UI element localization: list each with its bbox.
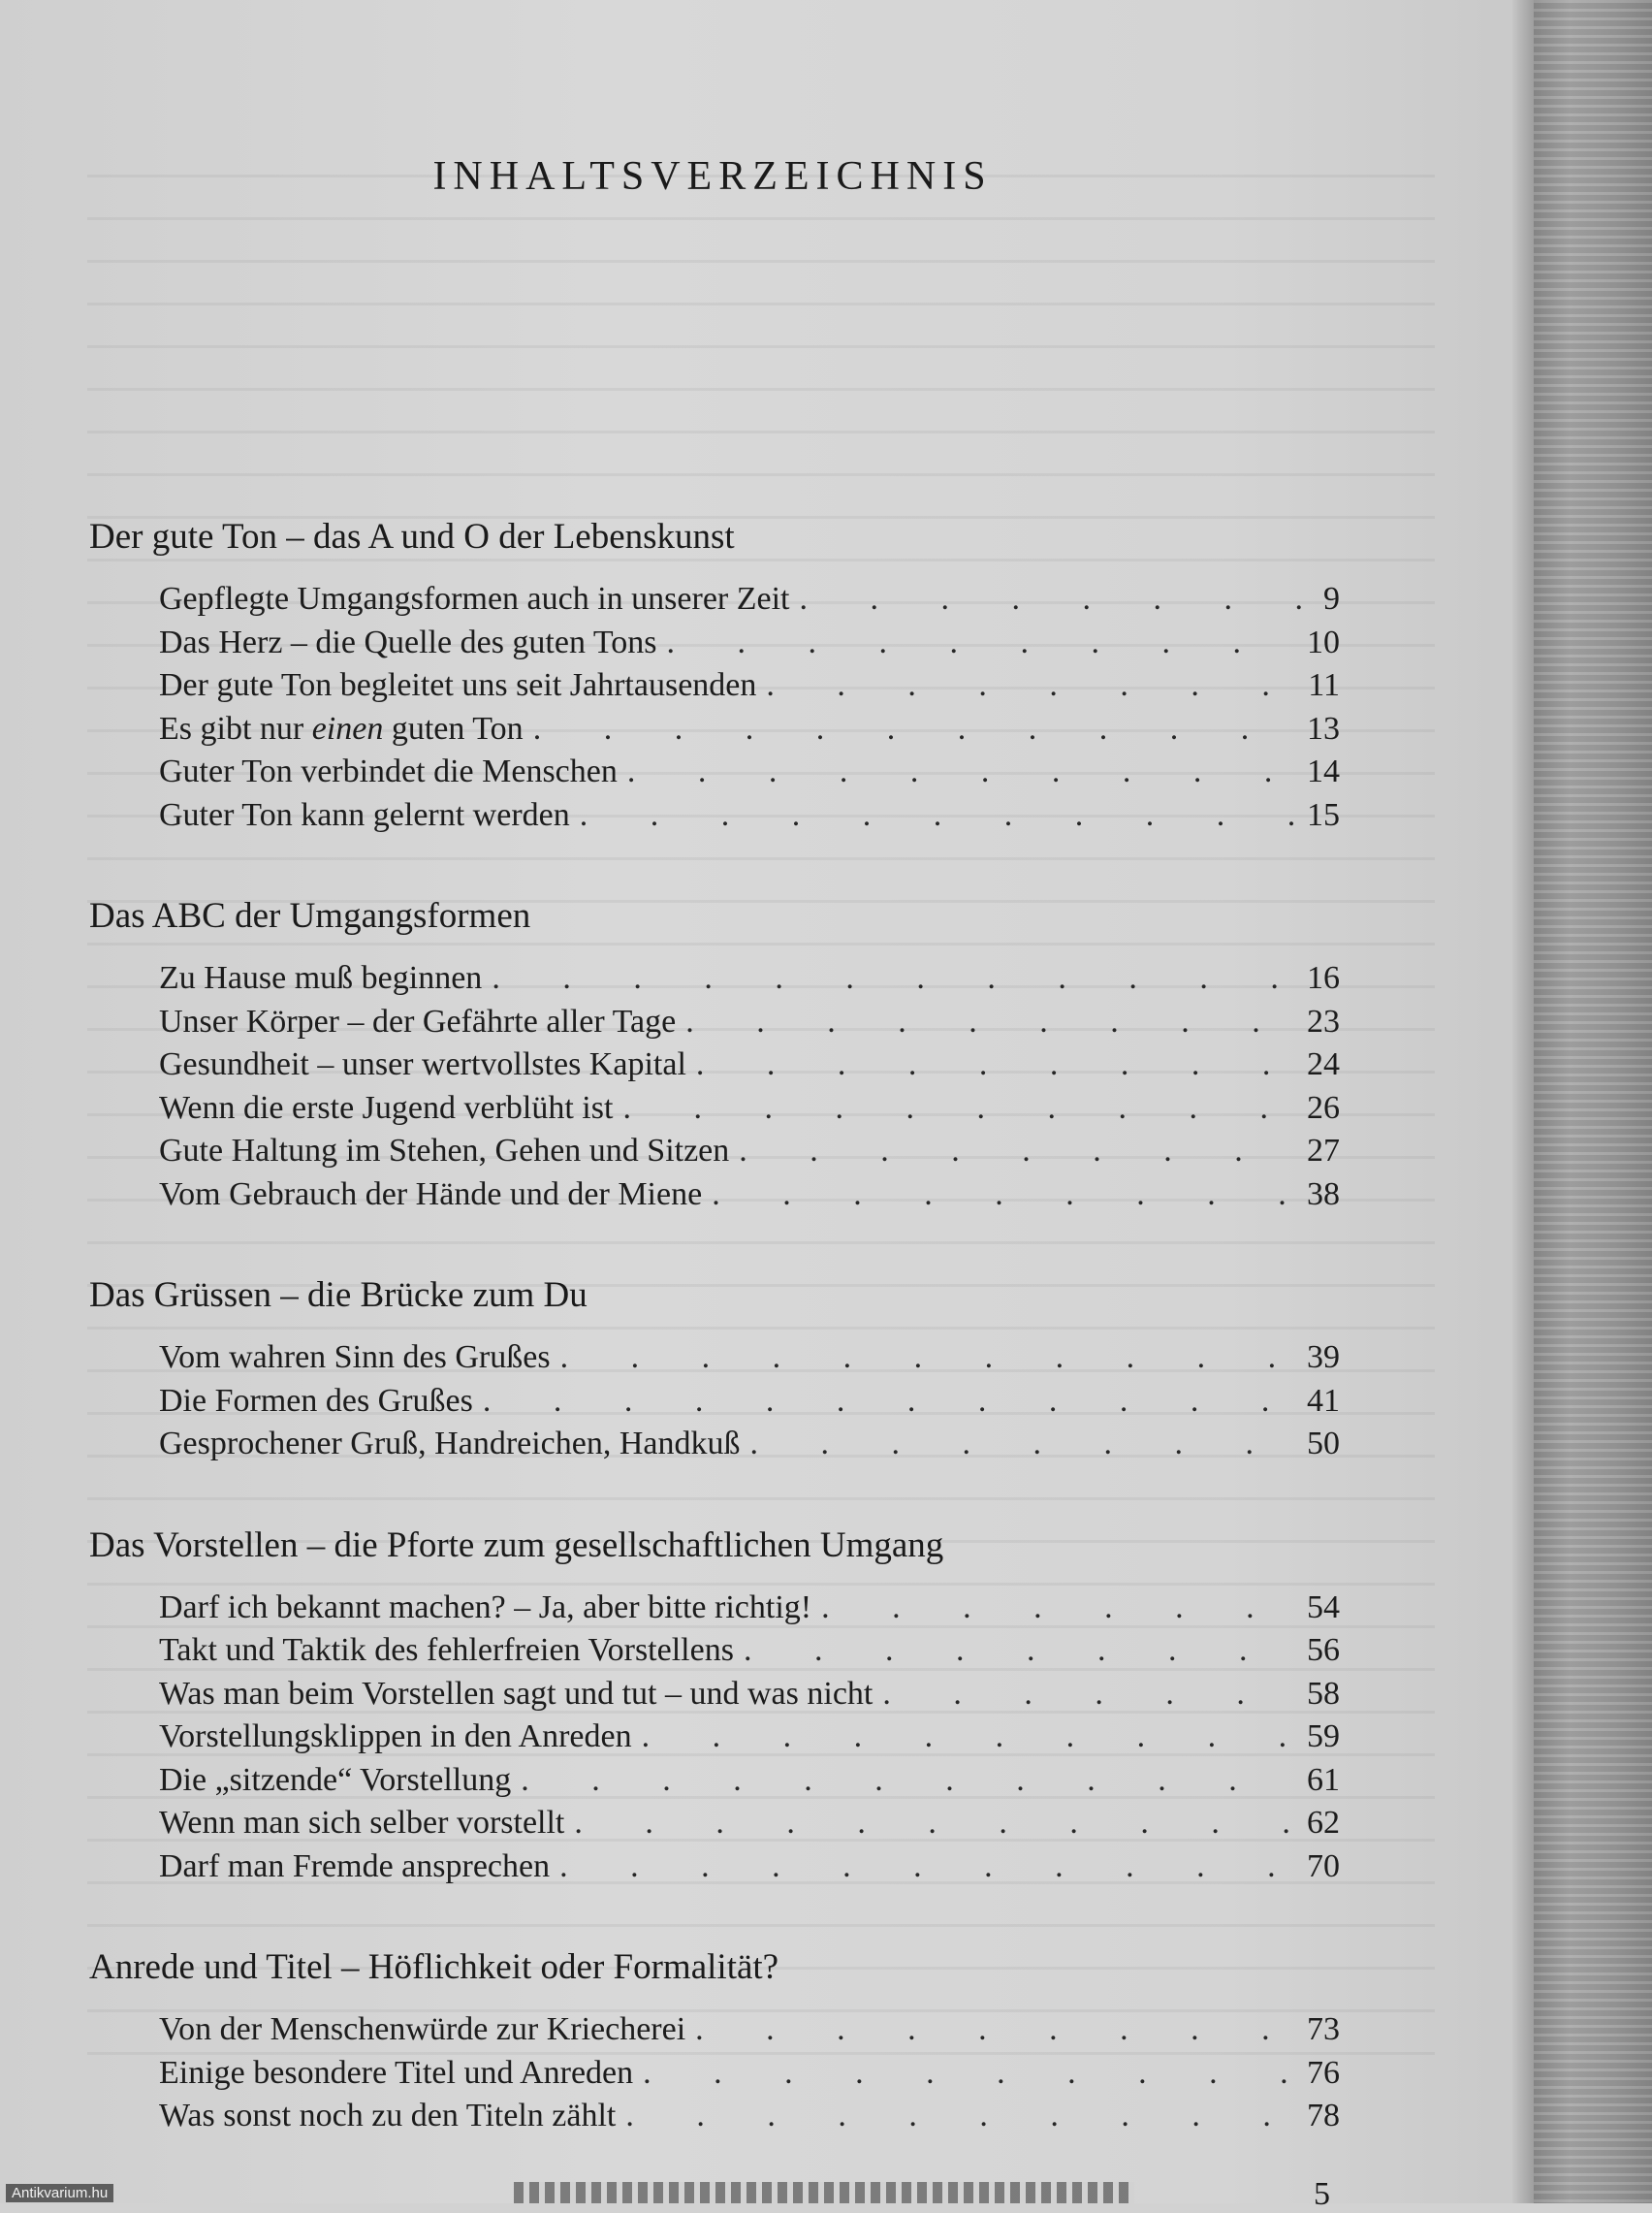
toc-entry (159, 2008, 1340, 2052)
dot-leader (560, 1336, 1297, 1380)
toc-section (89, 891, 1340, 1216)
dot-leader (821, 1587, 1297, 1630)
entry-page-number: 78 (1307, 2098, 1340, 2133)
toc-entry (159, 2095, 1340, 2138)
toc-entry (159, 1673, 1340, 1716)
dot-leader (696, 1043, 1297, 1087)
toc-entry (159, 1043, 1340, 1087)
toc-entry (159, 957, 1340, 1001)
page-title: INHALTSVERZEICHNIS (432, 154, 993, 199)
dot-leader (643, 2052, 1297, 2096)
toc-entry (159, 1001, 1340, 1044)
entry-title-emphasis: einen (311, 710, 384, 747)
toc-entry (159, 1587, 1340, 1630)
section-title: Das Vorstellen – die Pforte zum gesellschaftlichen Umgang (89, 1524, 944, 1565)
dot-leader (559, 1845, 1297, 1889)
entry-title: Zu Hause muß beginnen (159, 960, 483, 996)
dot-leader (750, 1423, 1298, 1466)
entry-page-number: 16 (1307, 960, 1340, 996)
toc-entry (159, 1336, 1340, 1380)
entry-page-number: 11 (1308, 667, 1340, 703)
entry-title: Vom wahren Sinn des Grußes (159, 1339, 551, 1375)
dot-leader (766, 664, 1298, 708)
dot-leader (666, 622, 1297, 665)
toc-entry (159, 1759, 1340, 1803)
dot-leader (882, 1673, 1297, 1716)
toc-entry (159, 622, 1340, 665)
section-title: Anrede und Titel – Höflichkeit oder Formalität? (89, 1947, 779, 1987)
entry-title: Der gute Ton begleitet uns seit Jahrtausenden (159, 667, 757, 703)
entry-title: Wenn man sich selber vorstellt (159, 1805, 565, 1841)
entry-title: Darf ich bekannt machen? – Ja, aber bitte richtig! (159, 1588, 812, 1625)
section-title: Das Grüssen – die Brücke zum Du (89, 1275, 588, 1315)
section-title: Das ABC der Umgangsformen (89, 896, 531, 936)
entry-title: Gesundheit – unser wertvollstes Kapital (159, 1046, 686, 1082)
entry-page-number: 23 (1307, 1003, 1340, 1040)
entry-page-number: 39 (1307, 1339, 1340, 1375)
dot-leader (483, 1380, 1297, 1424)
decorative-ornament (514, 2182, 1134, 2203)
entry-page-number: 24 (1307, 1046, 1340, 1082)
dot-leader (695, 2008, 1297, 2052)
entry-title: Gute Haltung im Stehen, Gehen und Sitzen (159, 1133, 730, 1169)
toc-entry (159, 1845, 1340, 1889)
toc-entry (159, 578, 1340, 622)
entry-page-number: 10 (1307, 624, 1340, 660)
entry-title: Die Formen des Grußes (159, 1382, 473, 1419)
dot-leader (744, 1629, 1297, 1673)
entry-title: Einige besondere Titel und Anreden (159, 2054, 634, 2091)
entry-title (159, 708, 524, 752)
entry-title: Unser Körper – der Gefährte aller Tage (159, 1003, 677, 1040)
entry-page-number: 61 (1307, 1761, 1340, 1798)
dot-leader (712, 1173, 1297, 1217)
entry-page-number: 50 (1307, 1426, 1340, 1461)
book-binding (1534, 0, 1652, 2203)
toc-entry (159, 1130, 1340, 1173)
entry-title: Guter Ton kann gelernt werden (159, 796, 570, 833)
dot-leader (627, 751, 1297, 794)
toc-section (89, 512, 1340, 837)
dot-leader (685, 1001, 1297, 1044)
entry-page-number: 62 (1307, 1805, 1340, 1841)
table-of-contents (89, 512, 1340, 2193)
entry-title: Die „sitzende“ Vorstellung (159, 1761, 512, 1798)
entry-page-number: 70 (1307, 1847, 1340, 1884)
toc-entry (159, 794, 1340, 838)
entry-page-number: 26 (1307, 1089, 1340, 1126)
entry-page-number: 15 (1307, 796, 1340, 833)
entry-title: Darf man Fremde ansprechen (159, 1847, 551, 1884)
toc-entry (159, 2052, 1340, 2096)
toc-entry (159, 1802, 1340, 1845)
entry-page-number: 41 (1307, 1382, 1340, 1419)
dot-leader (580, 794, 1297, 838)
entry-page-number: 56 (1307, 1632, 1340, 1668)
entry-title: Das Herz – die Quelle des guten Tons (159, 624, 657, 660)
dot-leader (521, 1759, 1297, 1803)
toc-entry (159, 1423, 1340, 1466)
entry-title: Guter Ton verbindet die Menschen (159, 754, 618, 789)
entry-page-number: 54 (1307, 1588, 1340, 1625)
toc-entry (159, 1629, 1340, 1673)
page-edge (1512, 0, 1534, 2203)
entry-title: Was man beim Vorstellen sagt und tut – und was nicht (159, 1675, 874, 1712)
entry-page-number: 27 (1307, 1133, 1340, 1169)
entry-page-number: 9 (1323, 581, 1340, 617)
dot-leader (625, 2095, 1297, 2138)
toc-entry (159, 708, 1340, 752)
dot-leader (492, 957, 1297, 1001)
toc-section (89, 1521, 1340, 1889)
entry-title: Gesprochener Gruß, Handreichen, Handkuß (159, 1426, 741, 1461)
toc-section (89, 1942, 1340, 2138)
entry-page-number: 73 (1307, 2011, 1340, 2047)
entry-title: Vom Gebrauch der Hände und der Miene (159, 1175, 703, 1212)
dot-leader (533, 708, 1297, 752)
toc-entry (159, 1087, 1340, 1131)
dot-leader (799, 578, 1314, 622)
toc-entry (159, 664, 1340, 708)
toc-section (89, 1270, 1340, 1466)
toc-entry (159, 1380, 1340, 1424)
entry-title: Takt und Taktik des fehlerfreien Vorstellens (159, 1632, 734, 1668)
toc-entry (159, 1716, 1340, 1759)
dot-leader (642, 1716, 1297, 1759)
entry-page-number: 14 (1307, 754, 1340, 789)
dot-leader (574, 1802, 1297, 1845)
entry-title: Vorstellungsklippen in den Anreden (159, 1718, 632, 1754)
toc-entry (159, 1173, 1340, 1217)
entry-title-before: Es gibt nur (159, 710, 312, 747)
watermark: Antikvarium.hu (6, 2184, 113, 2202)
section-title: Der gute Ton – das A und O der Lebenskunst (89, 517, 735, 557)
entry-page-number: 38 (1307, 1175, 1340, 1212)
entry-page-number: 58 (1307, 1675, 1340, 1712)
toc-entry (159, 751, 1340, 794)
entry-page-number: 13 (1307, 710, 1340, 747)
entry-page-number: 59 (1307, 1718, 1340, 1754)
entry-page-number: 76 (1307, 2054, 1340, 2091)
entry-title: Gepflegte Umgangsformen auch in unserer Zeit (159, 581, 790, 617)
entry-title: Was sonst noch zu den Titeln zählt (159, 2098, 617, 2133)
entry-title: Von der Menschenwürde zur Kriecherei (159, 2011, 686, 2047)
entry-title: Wenn die erste Jugend verblüht ist (159, 1089, 614, 1126)
dot-leader (622, 1087, 1297, 1131)
page-number: 5 (1314, 2176, 1330, 2212)
dot-leader (739, 1130, 1297, 1173)
entry-title-after: guten Ton (383, 710, 524, 747)
